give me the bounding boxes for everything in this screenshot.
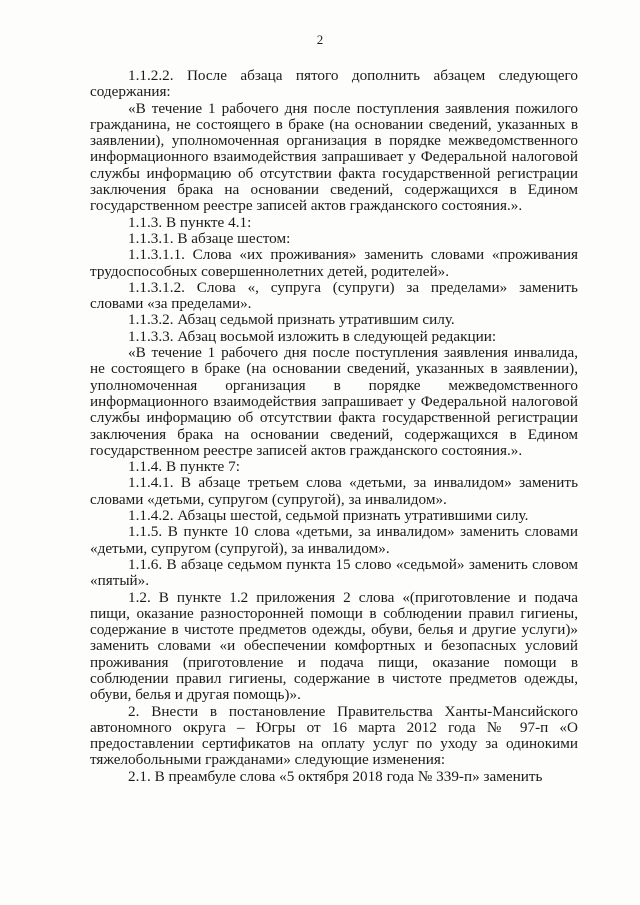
paragraph-1-1-3-1: 1.1.3.1. В абзаце шестом: [128, 229, 291, 247]
paragraph-1-1-5: 1.1.5. В пункте 10 слова «детьми, за инвалидом» заменить словами «детьми, супругом (супругой), за инвалидом». [90, 523, 578, 557]
paragraph-1-1-6: 1.1.6. В абзаце седьмом пункта 15 слово «седьмой» заменить словом «пятый». [90, 555, 578, 590]
paragraph-1-1-4-2: 1.1.4.2. Абзацы шестой, седьмой признать утратившими силу. [128, 507, 529, 525]
paragraph-1-1-3: 1.1.3. В пункте 4.1: [128, 213, 252, 231]
paragraph-quote-elderly: «В течение 1 рабочего дня после поступления заявления пожилого гражданина, не состоящего в браке (на основании сведений, указанных в заявлении), уполномоченная организация в порядке межведомственного информационного взаимодействия запрашивает у Федеральной налоговой службы информацию об отсутствии факта государственной регистрации заключения брака на основании сведений, содержащихся в Едином государственном реестре записей актов гражданского состояния.». [90, 99, 578, 215]
paragraph-1-2: 1.2. В пункте 1.2 приложения 2 слова «(приготовление и подача пищи, оказание разносторонней помощи в соблюдении правил гигиены, содержание в чистоте предметов одежды, обуви, белья и другие услуги)» заменить словами «и обеспечении комфортных и безопасных условий проживания (приготовление и подача пищи, оказание помощи в соблюдении правил гигиены, содержание в чистоте предметов одежды, обуви, белья и другая помощь)». [90, 588, 578, 704]
paragraph-1-1-3-3: 1.1.3.3. Абзац восьмой изложить в следующей редакции: [128, 327, 497, 345]
paragraph-2: 2. Внести в постановление Правительства Ханты-Мансийского автономного округа – Югры от 16 марта 2012 года № 97-п «О предоставлении сертификатов на оплату услуг по уходу за одинокими тяжелобольными гражданами» следующие изменения: [90, 702, 578, 769]
document-body [90, 68, 578, 785]
paragraph-2-1: 2.1. В преамбуле слова «5 октября 2018 года № 339-п» заменить [128, 767, 543, 785]
paragraph-1-1-3-1-2: 1.1.3.1.2. Слова «, супруга (супруги) за пределами» заменить словами «за пределами». [90, 278, 578, 313]
paragraph-1-1-3-1-1: 1.1.3.1.1. Слова «их проживания» заменить словами «проживания трудоспособных совершеннолетних детей, родителей». [90, 246, 578, 280]
paragraph-quote-disabled: «В течение 1 рабочего дня после поступления заявления инвалида, не состоящего в браке (на основании сведений, указанных в заявлении), уполномоченная организация в порядке межведомственного информационного взаимодействия запрашивает у Федеральной налоговой службы информацию об отсутствии факта государственной регистрации заключения брака на основании сведений, содержащихся в Едином государственном реестре записей актов гражданского состояния.». [90, 344, 578, 459]
paragraph-1-1-4-1: 1.1.4.1. В абзаце третьем слова «детьми, за инвалидом» заменить словами «детьми, супругом (супругой), за инвалидом». [90, 474, 578, 508]
paragraph-1-1-3-2: 1.1.3.2. Абзац седьмой признать утратившим силу. [128, 311, 455, 329]
paragraph-1-1-2-2: 1.1.2.2. После абзаца пятого дополнить абзацем следующего содержания: [90, 67, 578, 101]
page-number: 2 [316, 32, 324, 47]
paragraph-1-1-4: 1.1.4. В пункте 7: [128, 458, 240, 476]
